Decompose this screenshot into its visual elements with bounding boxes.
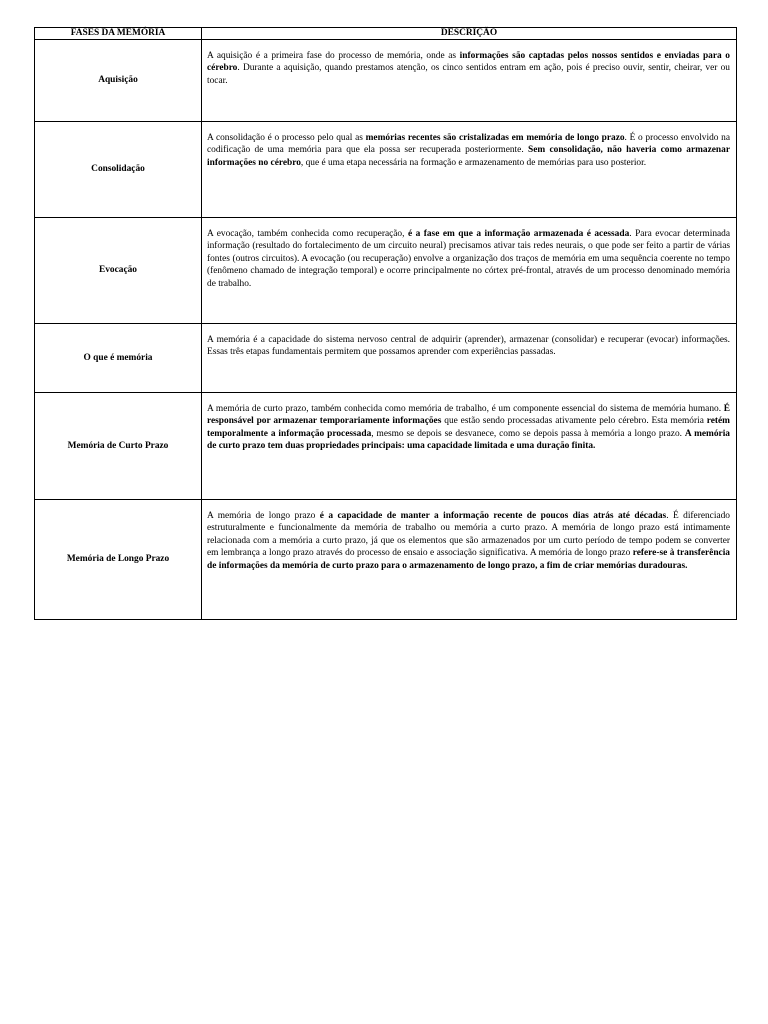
header-description: DESCRIÇÃO xyxy=(202,28,737,40)
header-phases: FASES DA MEMÓRIA xyxy=(35,28,202,40)
table-row xyxy=(35,324,737,393)
description-cell xyxy=(202,122,737,218)
description-text: A memória de curto prazo, também conhecida como memória de trabalho, é um componente essencial do sistema de memória humano. xyxy=(207,404,724,414)
description-text: . É o processo envolvido na codificação de uma memória para que ela possa ser recuperada posteriormente. xyxy=(207,133,730,156)
phase-cell: Aquisição xyxy=(35,40,202,122)
phase-cell: Evocação xyxy=(35,218,202,324)
description-text: que estão sendo processadas ativamente pelo cérebro. Esta memória xyxy=(441,416,707,427)
emphasis-text: é a capacidade de manter a informação recente de poucos dias atrás até décadas xyxy=(319,511,667,521)
description-text: , que é uma etapa necessária na formação e armazenamento de memórias para uso posterior. xyxy=(300,157,647,168)
description-cell xyxy=(202,393,737,500)
description-cell xyxy=(202,500,737,620)
table-row xyxy=(35,122,737,218)
emphasis-text: É responsável por armazenar temporariamente informações xyxy=(207,404,730,427)
description-cell xyxy=(202,218,737,324)
emphasis-text: memórias recentes são cristalizadas em memória de longo prazo xyxy=(365,133,625,143)
emphasis-text: é a fase em que a informação armazenada é acessada xyxy=(407,229,630,239)
description-text: A memória de longo prazo xyxy=(207,511,320,521)
emphasis-text: A memória de curto prazo tem duas propriedades principais: uma capacidade limitada e uma duração finita. xyxy=(207,428,730,452)
description-text: A aquisição é a primeira fase do processo de memória, onde as xyxy=(207,51,460,61)
emphasis-text: Sem consolidação, não haveria como armazenar informações no cérebro xyxy=(207,145,730,168)
phase-cell: Memória de Longo Prazo xyxy=(35,500,202,620)
phase-cell: Consolidação xyxy=(35,122,202,218)
emphasis-text: informações são captadas pelos nossos sentidos e enviadas para o cérebro xyxy=(207,51,730,74)
description-text: , mesmo se depois se desvanece, como se depois passa à memória a longo prazo. xyxy=(371,428,685,439)
table-row xyxy=(35,218,737,324)
description-text: . Para evocar determinada informação (resultado do fortalecimento de um circuito neural) precisamos ativar tais redes neurais, o que pode ser feito a partir de várias fontes (outros circuitos). A evocação (ou recuperação) envolve a organização dos traços de memória em uma sequência coerente no tempo (fenômeno chamado de integração temporal) e ocorre principalmente no córtex pré-frontal, através de um processo denominado memória de trabalho. xyxy=(207,229,731,289)
memory-phases-table xyxy=(34,27,737,620)
description-text: A memória é a capacidade do sistema nervoso central de adquirir (aprender), armazenar (consolidar) e recuperar (evocar) informações. Essas três etapas fundamentais permitem que possamos aprender com experiências passadas. xyxy=(207,335,730,358)
document-page xyxy=(34,27,736,620)
description-text: . É diferenciado estruturalmente e funcionalmente da memória de trabalho ou memória a curto prazo. A memória de longo prazo está intimamente relacionada com a memória a curto prazo, já que os elementos que são armazenados por um curto período de tempo podem se converter em lembrança a longo prazo através do processo de ensaio e associação significativa. A memória de longo prazo xyxy=(207,511,730,559)
table-row xyxy=(35,40,737,122)
description-text: . Durante a aquisição, quando prestamos atenção, os cinco sentidos entram em ação, pois é preciso ouvir, sentir, cheirar, ver ou tocar. xyxy=(207,63,730,86)
description-cell xyxy=(202,40,737,122)
description-cell xyxy=(202,324,737,393)
phase-cell: O que é memória xyxy=(35,324,202,393)
description-text: A consolidação é o processo pelo qual as xyxy=(207,133,366,143)
table-row xyxy=(35,500,737,620)
description-text: A evocação, também conhecida como recuperação, xyxy=(207,229,408,239)
emphasis-text: refere-se à transferência de informações da memória de curto prazo para o armazenamento de longo prazo, a fim de criar memórias duradouras. xyxy=(207,548,730,571)
table-header-row xyxy=(35,28,737,40)
table-row xyxy=(35,393,737,500)
phase-cell: Memória de Curto Prazo xyxy=(35,393,202,500)
emphasis-text: retém temporalmente a informação processada xyxy=(207,416,730,439)
